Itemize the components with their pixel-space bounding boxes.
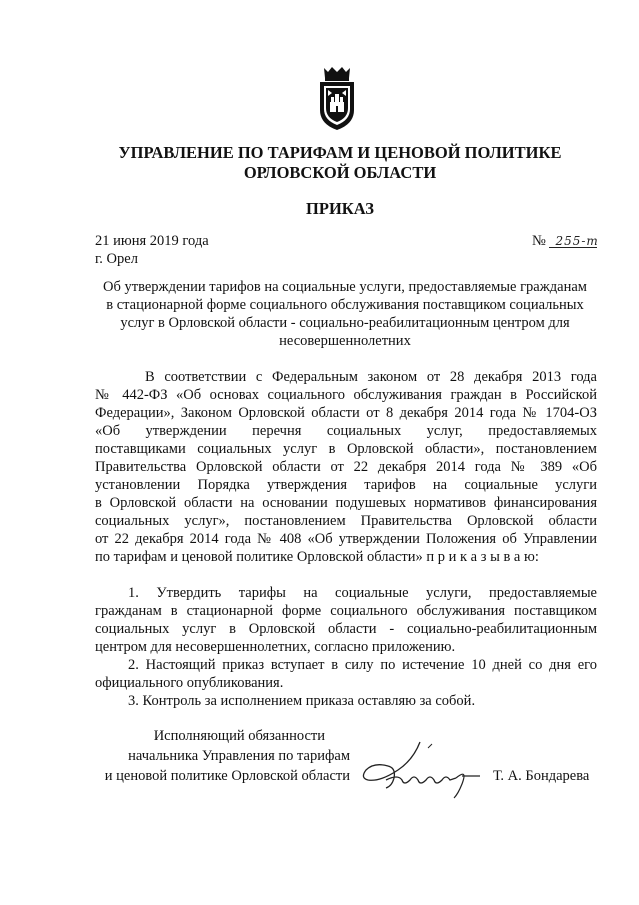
organization-name-line-2: ОРЛОВСКОЙ ОБЛАСТИ bbox=[243, 163, 437, 182]
item-1-line: центром для несовершеннолетних, согласно приложению. bbox=[95, 639, 456, 655]
body-line: по тарифам и ценовой политике Орловской области» п р и к а з ы в а ю: bbox=[95, 549, 539, 565]
order-city: г. Орел bbox=[95, 251, 138, 267]
organization-name-line-1: УПРАВЛЕНИЕ ПО ТАРИФАМ И ЦЕНОВОЙ ПОЛИТИКЕ bbox=[118, 143, 562, 162]
signatory-position-line: начальника Управления по тарифам bbox=[128, 748, 350, 764]
coat-of-arms-icon bbox=[316, 66, 358, 132]
title-line: в стационарной форме социального обслуживания поставщиком социальных bbox=[106, 297, 584, 313]
handwritten-signature bbox=[358, 740, 483, 800]
body-line: в Орловской области на основании подушевых нормативов финансирования bbox=[95, 495, 597, 511]
body-line: Правительства Орловской области от 22 декабря 2014 года № 389 «Об bbox=[95, 459, 597, 475]
item-3-line: 3. Контроль за исполнением приказа оставляю за собой. bbox=[128, 693, 476, 709]
order-date: 21 июня 2019 года bbox=[95, 233, 209, 249]
body-line: социальных услуг», постановлением Правительства Орловской области bbox=[95, 513, 597, 529]
body-line: «Об утверждении перечня социальных услуг, предоставляемых bbox=[95, 423, 597, 439]
signatory-position-line: и ценовой политике Орловской области bbox=[104, 768, 350, 784]
order-number bbox=[532, 232, 597, 250]
title-line: Об утверждении тарифов на социальные услуги, предоставляемые гражданам bbox=[103, 279, 587, 295]
body-line: В соответствии с Федеральным законом от 28 декабря 2013 года bbox=[145, 369, 597, 385]
body-line: № 442-ФЗ «Об основах социального обслуживания граждан в Российской bbox=[95, 387, 597, 403]
item-1-line: социальных услуг в Орловской области - социально-реабилитационным bbox=[95, 621, 597, 637]
order-number-value: 255-т bbox=[549, 235, 597, 248]
body-line: Федерации», Законом Орловской области от 8 декабря 2014 года № 1704-ОЗ bbox=[95, 405, 597, 421]
document-type-heading: ПРИКАЗ bbox=[306, 199, 374, 218]
item-1-line: гражданам в стационарной форме социального обслуживания поставщиком bbox=[95, 603, 597, 619]
order-number-label: № bbox=[532, 233, 546, 249]
item-1-line: 1. Утвердить тарифы на социальные услуги, предоставляемые bbox=[128, 585, 597, 601]
body-line: установлении Порядка утверждения тарифов на социальные услуги bbox=[95, 477, 597, 493]
signatory-position-line: Исполняющий обязанности bbox=[153, 728, 325, 744]
title-line: услуг в Орловской области - социально-реабилитационным центром для bbox=[120, 315, 570, 331]
body-line: от 22 декабря 2014 года № 408 «Об утверждении Положения об Управлении bbox=[95, 531, 597, 547]
signatory-name: Т. А. Бондарева bbox=[493, 768, 590, 784]
item-2-line: официального опубликования. bbox=[95, 675, 284, 691]
title-line: несовершеннолетних bbox=[279, 333, 411, 349]
item-2-line: 2. Настоящий приказ вступает в силу по истечение 10 дней со дня его bbox=[128, 657, 597, 673]
body-line: поставщиками социальных услуг в Орловской области», постановлением bbox=[95, 441, 597, 457]
